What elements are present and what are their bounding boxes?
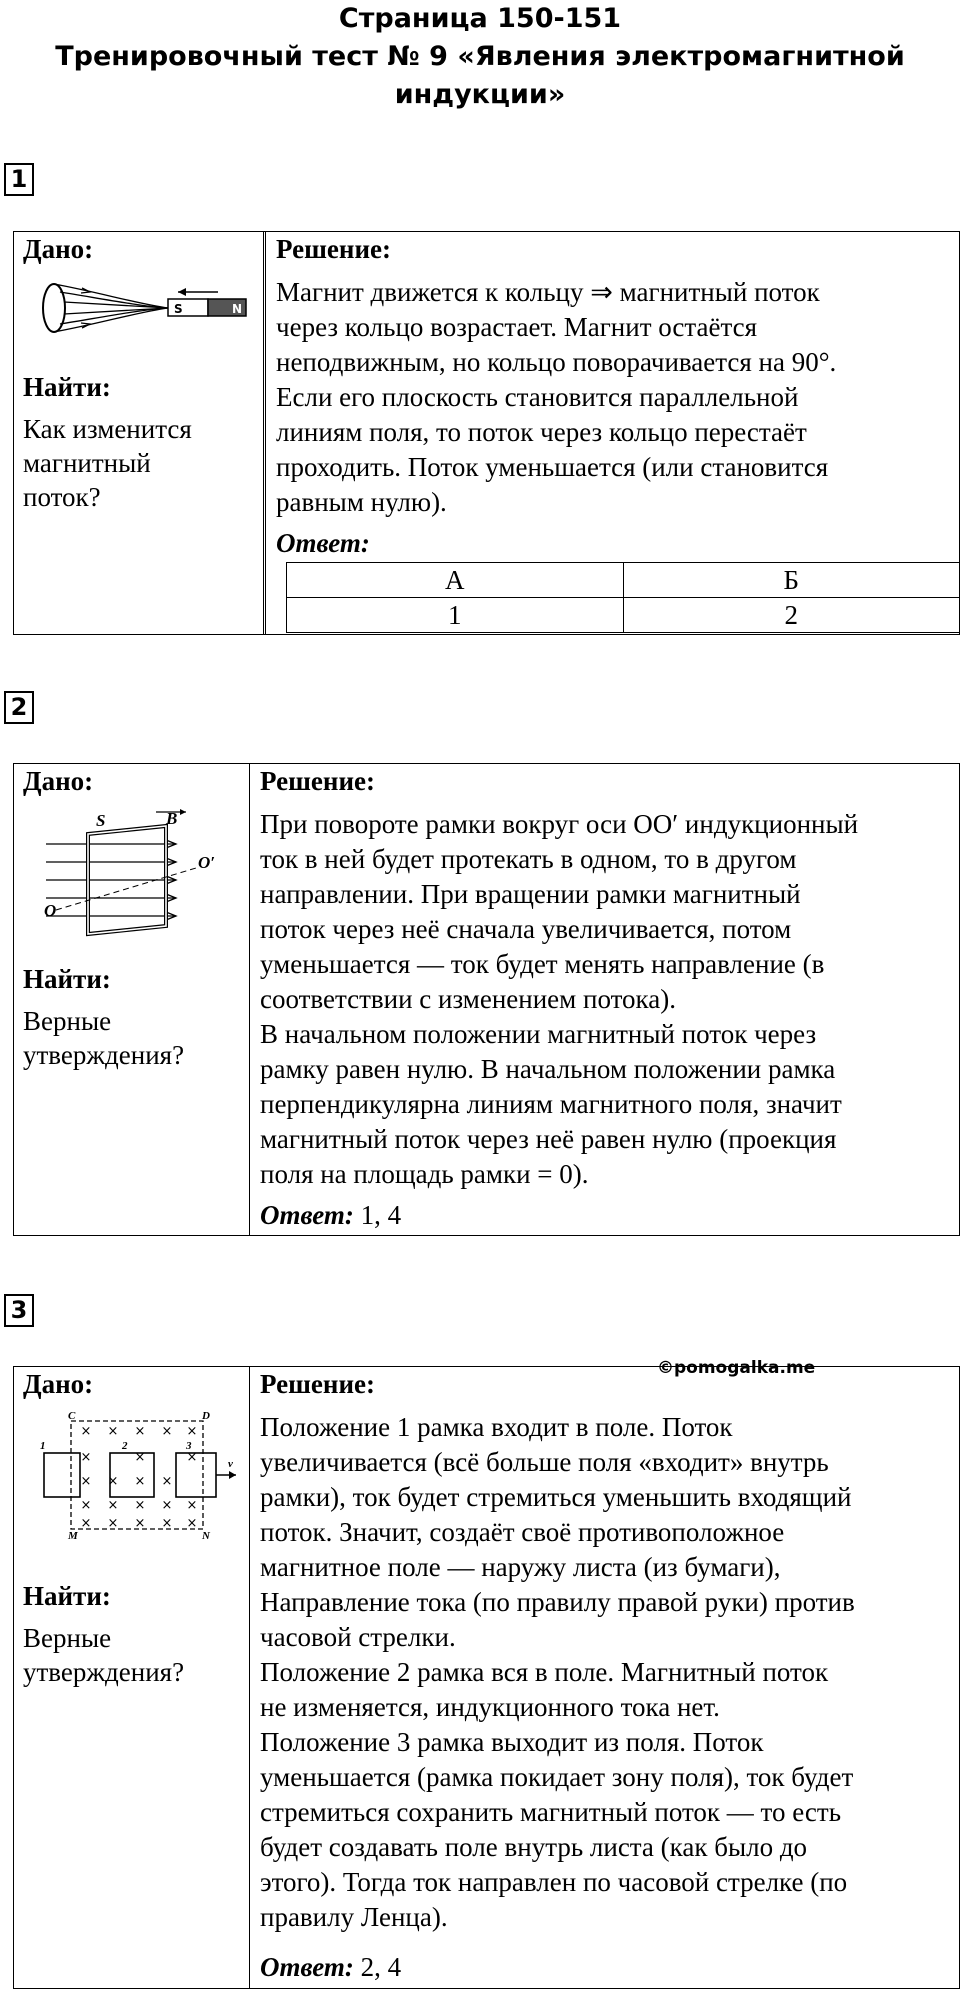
svg-text:×: ×	[107, 1474, 119, 1489]
solution-line: поток. Значит, создаёт своё противоположное	[260, 1517, 785, 1547]
answer-label: Ответ:	[260, 1952, 354, 1982]
solution-text	[276, 275, 947, 520]
axis-o-label: O	[44, 901, 57, 920]
frame-s-label: S	[96, 811, 106, 830]
solution-column	[250, 764, 959, 1235]
answer-label: Ответ:	[276, 528, 370, 558]
solution-line: уменьшается (рамка покидает зону поля), ток будет	[260, 1762, 854, 1792]
solution-line: линиям поля, то поток через кольцо перестаёт	[276, 417, 807, 447]
find-text-line: утверждения?	[23, 1657, 185, 1687]
corner-n-label: N	[202, 1530, 210, 1539]
solution-line: уменьшается — ток будет менять направление (в	[260, 949, 825, 979]
solution-line: направлении. При вращении рамки магнитный	[260, 879, 801, 909]
given-label: Дано:	[23, 1369, 94, 1399]
svg-text:×: ×	[134, 1474, 146, 1489]
svg-text:×: ×	[186, 1424, 198, 1439]
solution-label: Решение:	[260, 766, 375, 796]
svg-text:×: ×	[107, 1424, 119, 1439]
table-cell: 1	[287, 598, 624, 633]
find-text-line: Как изменится	[23, 414, 192, 444]
answer-label: Ответ:	[260, 1200, 354, 1230]
find-text-line: Верные	[23, 1006, 112, 1036]
solution-line: При повороте рамки вокруг оси OO′ индукционный	[260, 809, 859, 839]
svg-text:×: ×	[134, 1498, 146, 1513]
svg-text:×: ×	[161, 1516, 173, 1531]
solution-label: Решение:	[276, 234, 391, 264]
solution-label: Решение:	[260, 1369, 375, 1399]
given-column	[14, 1367, 250, 1988]
test-title-line-1: Тренировочный тест № 9 «Явления электромагнитной	[55, 41, 905, 72]
find-text-line: магнитный	[23, 448, 151, 478]
solution-line: через кольцо возрастает. Магнит остаётся	[276, 312, 758, 342]
find-label: Найти:	[23, 372, 111, 402]
svg-text:×: ×	[186, 1450, 198, 1465]
table-header-cell: Б	[623, 563, 960, 598]
solution-line: Положение 3 рамка выходит из поля. Поток	[260, 1727, 764, 1757]
task-number: 3	[4, 1294, 34, 1327]
magnet-and-ring-icon	[38, 278, 258, 336]
corner-d-label: D	[202, 1410, 210, 1422]
svg-text:×: ×	[80, 1516, 92, 1531]
answer-line	[260, 1950, 401, 1984]
solution-line: магнитный поток через неё равен нулю (проекция	[260, 1124, 837, 1154]
magnet-n-label: N	[232, 302, 243, 316]
table-row	[287, 598, 960, 633]
given-label: Дано:	[23, 234, 94, 264]
svg-text:×: ×	[161, 1498, 173, 1513]
svg-text:×: ×	[80, 1450, 92, 1465]
table-header-cell: А	[287, 563, 624, 598]
solution-line: этого). Тогда ток направлен по часовой стрелке (по	[260, 1867, 848, 1897]
solution-line: В начальном положении магнитный поток через	[260, 1019, 817, 1049]
page-title: Страница 150-151	[338, 3, 622, 34]
answer-line	[276, 526, 370, 560]
solution-line: Магнит движется к кольцу ⇒ магнитный поток	[276, 277, 820, 307]
solution-line: Направление тока (по правилу правой руки) против	[260, 1587, 855, 1617]
solution-line: поля на площадь рамки = 0).	[260, 1159, 589, 1189]
solution-line: равным нулю).	[276, 487, 447, 517]
magnet-s-label: S	[174, 302, 183, 316]
position-2-label: 2	[122, 1440, 128, 1452]
solution-line: неподвижным, но кольцо поворачивается на 90°.	[276, 347, 837, 377]
answer-line	[260, 1198, 401, 1232]
table-cell: 2	[623, 598, 960, 633]
corner-m-label: M	[68, 1530, 78, 1539]
solution-text	[260, 1410, 947, 1935]
position-1-label: 1	[40, 1440, 46, 1452]
given-column	[14, 764, 250, 1235]
answer-value: 2, 4	[353, 1952, 402, 1982]
solution-line: не изменяется, индукционного тока нет.	[260, 1692, 720, 1722]
svg-text:×: ×	[161, 1424, 173, 1439]
svg-text:×: ×	[107, 1498, 119, 1513]
task-3-box	[13, 1366, 960, 1989]
svg-text:×: ×	[80, 1498, 92, 1513]
find-text-line: Верные	[23, 1623, 112, 1653]
find-text-line: утверждения?	[23, 1040, 185, 1070]
given-column	[14, 232, 266, 634]
svg-text:×: ×	[134, 1424, 146, 1439]
table-row	[287, 563, 960, 598]
solution-text	[260, 807, 947, 1192]
find-label: Найти:	[23, 964, 111, 994]
task-2-box	[13, 763, 960, 1236]
solution-line: правилу Ленца).	[260, 1902, 448, 1932]
velocity-label: v	[228, 1458, 233, 1470]
solution-line: поток через неё сначала увеличивается, потом	[260, 914, 792, 944]
corner-c-label: C	[68, 1410, 76, 1422]
svg-text:×: ×	[186, 1498, 198, 1513]
solution-line: магнитное поле — наружу листа (из бумаги),	[260, 1552, 781, 1582]
solution-line: соответствии с изменением потока).	[260, 984, 676, 1014]
field-b-label: B	[166, 809, 178, 828]
axis-o-prime-label: O′	[198, 853, 216, 872]
solution-line: Положение 1 рамка входит в поле. Поток	[260, 1412, 733, 1442]
find-label: Найти:	[23, 1581, 111, 1611]
solution-column	[266, 232, 959, 634]
solution-line: рамку равен нулю. В начальном положении рамка	[260, 1054, 836, 1084]
solution-line: будет создавать поле внутрь листа (как было до	[260, 1832, 808, 1862]
svg-text:×: ×	[134, 1450, 146, 1465]
solution-line: проходить. Поток уменьшается (или становится	[276, 452, 829, 482]
solution-line: перпендикулярна линиям магнитного поля, значит	[260, 1089, 842, 1119]
solution-line: рамки), ток будет стремиться уменьшить входящий	[260, 1482, 852, 1512]
svg-text:×: ×	[134, 1516, 146, 1531]
task-number: 1	[4, 163, 34, 196]
solution-line: увеличивается (всё больше поля «входит» внутрь	[260, 1447, 829, 1477]
solution-column	[250, 1367, 959, 1988]
solution-line: Если его плоскость становится параллельной	[276, 382, 799, 412]
solution-line: часовой стрелки.	[260, 1622, 456, 1652]
position-3-label: 3	[186, 1440, 192, 1452]
svg-text:×: ×	[107, 1516, 119, 1531]
svg-text:×: ×	[80, 1424, 92, 1439]
given-label: Дано:	[23, 766, 94, 796]
solution-line: Положение 2 рамка вся в поле. Магнитный поток	[260, 1657, 829, 1687]
solution-line: ток в ней будет протекать в одном, то в другом	[260, 844, 797, 874]
svg-text:×: ×	[186, 1516, 198, 1531]
answer-table	[286, 562, 960, 633]
task-1-box	[13, 231, 960, 635]
solution-line: стремиться сохранить магнитный поток — то есть	[260, 1797, 842, 1827]
svg-text:×: ×	[80, 1474, 92, 1489]
find-text-line: поток?	[23, 482, 101, 512]
rotating-frame-icon	[26, 804, 221, 959]
task-number: 2	[4, 691, 34, 724]
svg-text:×: ×	[161, 1474, 173, 1489]
test-title-line-2: индукции»	[394, 79, 566, 110]
watermark: ©pomogalka.me	[657, 1358, 816, 1378]
frame-moving-field-icon	[26, 1409, 241, 1539]
answer-value: 1, 4	[353, 1200, 402, 1230]
